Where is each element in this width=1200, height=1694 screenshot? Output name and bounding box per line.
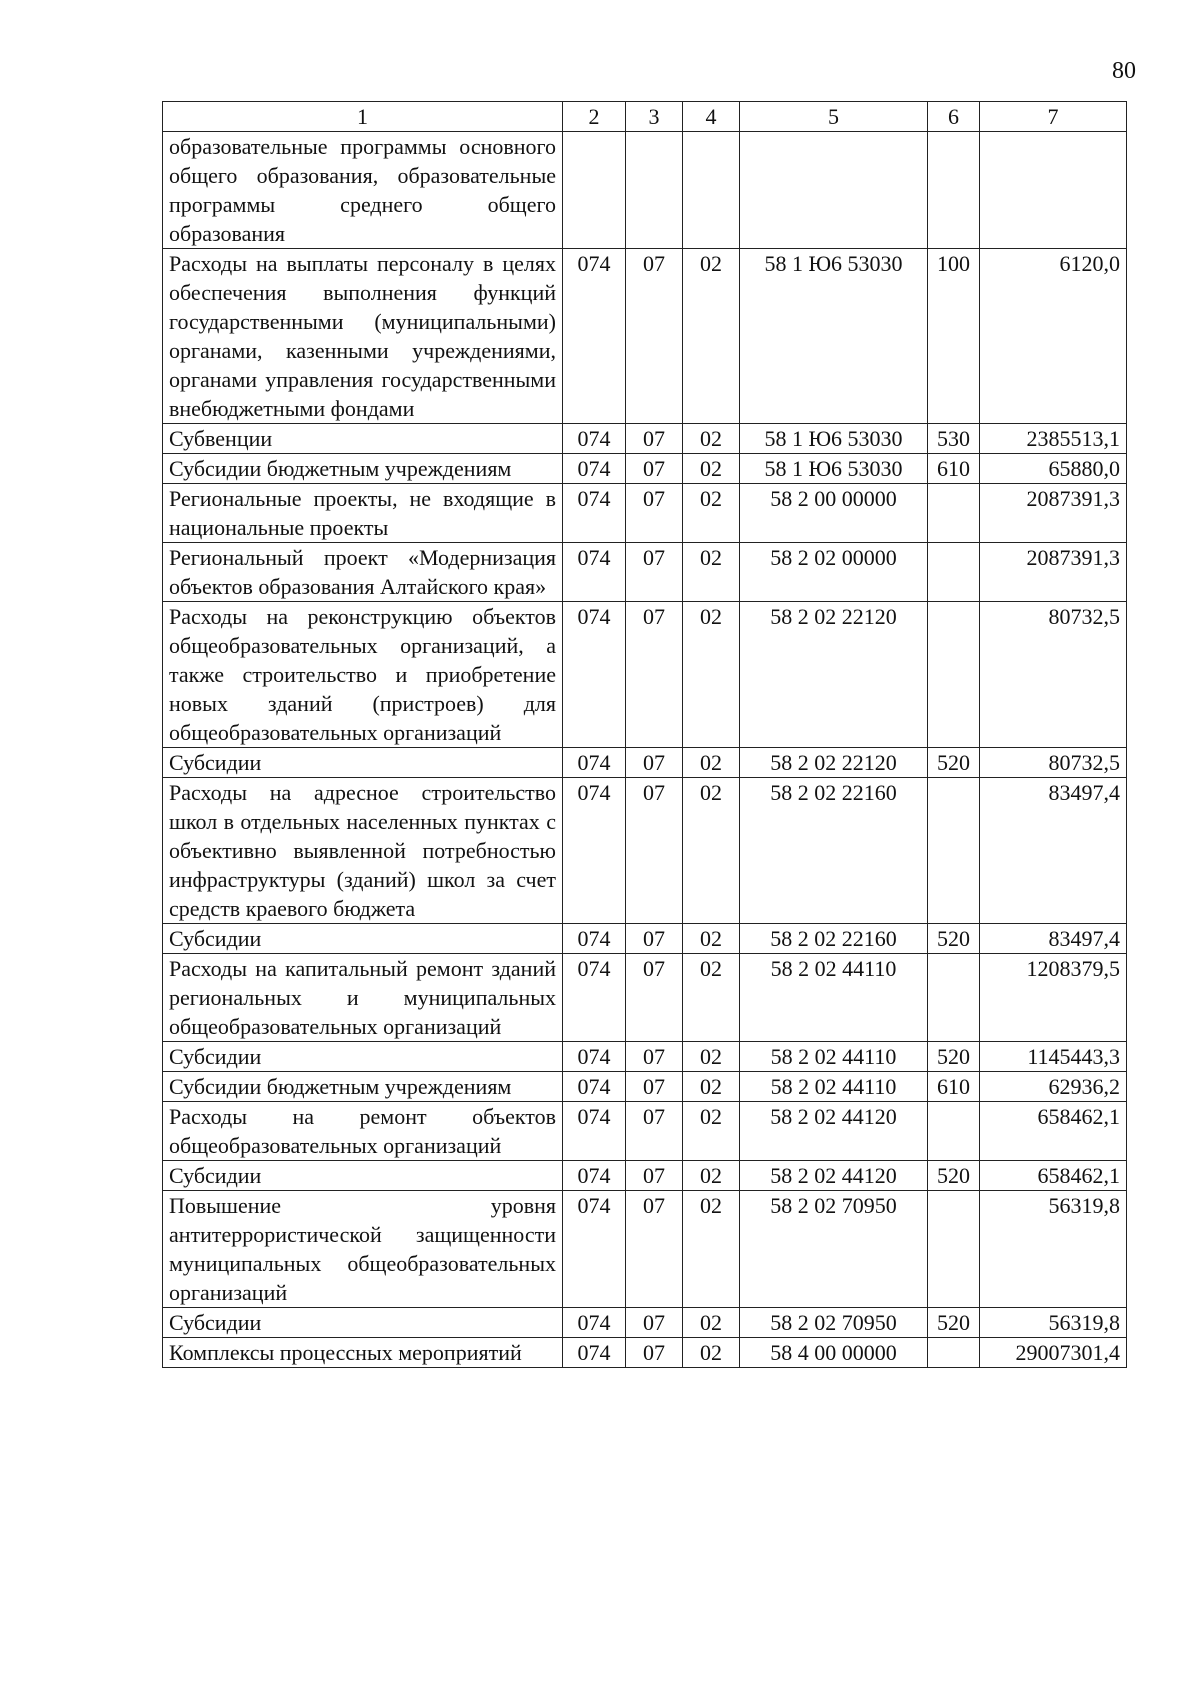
table-row	[163, 954, 1127, 1042]
cell-amount: 83497,4	[980, 924, 1127, 954]
cell-section-code: 07	[626, 1042, 683, 1072]
cell-amount: 56319,8	[980, 1191, 1127, 1308]
cell-amount: 56319,8	[980, 1308, 1127, 1338]
cell-name: Расходы на ремонт объектов общеобразовательных организаций	[163, 1102, 563, 1161]
cell-target-article: 58 2 02 22120	[740, 748, 928, 778]
cell-target-article: 58 2 02 70950	[740, 1191, 928, 1308]
column-header-2: 2	[563, 102, 626, 132]
table-row	[163, 249, 1127, 424]
cell-subsection-code: 02	[683, 602, 740, 748]
cell-subsection-code: 02	[683, 454, 740, 484]
cell-name: Региональный проект «Модернизация объектов образования Алтайского края»	[163, 543, 563, 602]
cell-amount: 658462,1	[980, 1161, 1127, 1191]
cell-ministry-code: 074	[563, 924, 626, 954]
cell-ministry-code: 074	[563, 1042, 626, 1072]
cell-subsection-code: 02	[683, 1338, 740, 1368]
cell-subsection-code: 02	[683, 778, 740, 924]
cell-amount: 1145443,3	[980, 1042, 1127, 1072]
cell-section-code: 07	[626, 1072, 683, 1102]
cell-ministry-code: 074	[563, 778, 626, 924]
cell-amount: 1208379,5	[980, 954, 1127, 1042]
cell-amount: 658462,1	[980, 1102, 1127, 1161]
cell-name: Субсидии	[163, 1308, 563, 1338]
table-row	[163, 1042, 1127, 1072]
cell-expense-type	[928, 1338, 980, 1368]
cell-expense-type	[928, 778, 980, 924]
cell-ministry-code: 074	[563, 1338, 626, 1368]
column-header-7: 7	[980, 102, 1127, 132]
column-header-3: 3	[626, 102, 683, 132]
cell-section-code: 07	[626, 1161, 683, 1191]
cell-target-article: 58 2 02 44110	[740, 954, 928, 1042]
cell-section-code: 07	[626, 954, 683, 1042]
cell-subsection-code: 02	[683, 1191, 740, 1308]
cell-subsection-code: 02	[683, 484, 740, 543]
cell-amount: 65880,0	[980, 454, 1127, 484]
cell-amount	[980, 132, 1127, 249]
cell-amount: 80732,5	[980, 602, 1127, 748]
cell-target-article: 58 1 Ю6 53030	[740, 249, 928, 424]
table-row	[163, 543, 1127, 602]
cell-expense-type: 100	[928, 249, 980, 424]
table-row	[163, 778, 1127, 924]
cell-ministry-code: 074	[563, 454, 626, 484]
cell-section-code: 07	[626, 1338, 683, 1368]
cell-amount: 29007301,4	[980, 1338, 1127, 1368]
cell-section-code	[626, 132, 683, 249]
column-header-6: 6	[928, 102, 980, 132]
page-number: 80	[1112, 58, 1136, 84]
cell-ministry-code: 074	[563, 1191, 626, 1308]
cell-expense-type: 520	[928, 924, 980, 954]
cell-ministry-code: 074	[563, 1072, 626, 1102]
cell-amount: 2087391,3	[980, 484, 1127, 543]
cell-name: Субсидии	[163, 924, 563, 954]
cell-target-article: 58 2 02 22120	[740, 602, 928, 748]
cell-ministry-code: 074	[563, 1308, 626, 1338]
cell-section-code: 07	[626, 748, 683, 778]
cell-target-article: 58 1 Ю6 53030	[740, 454, 928, 484]
cell-target-article: 58 2 02 44110	[740, 1072, 928, 1102]
cell-name: Повышение уровня антитеррористической защищенности муниципальных общеобразовательных организаций	[163, 1191, 563, 1308]
table-row	[163, 1102, 1127, 1161]
column-header-5: 5	[740, 102, 928, 132]
cell-name: Расходы на капитальный ремонт зданий региональных и муниципальных общеобразовательных организаций	[163, 954, 563, 1042]
cell-section-code: 07	[626, 924, 683, 954]
header-row	[163, 102, 1127, 132]
table-row	[163, 602, 1127, 748]
cell-ministry-code: 074	[563, 748, 626, 778]
cell-expense-type: 610	[928, 1072, 980, 1102]
cell-section-code: 07	[626, 484, 683, 543]
cell-subsection-code: 02	[683, 249, 740, 424]
cell-target-article: 58 4 00 00000	[740, 1338, 928, 1368]
cell-expense-type	[928, 132, 980, 249]
cell-ministry-code	[563, 132, 626, 249]
cell-subsection-code: 02	[683, 1308, 740, 1338]
cell-expense-type	[928, 1102, 980, 1161]
cell-ministry-code: 074	[563, 954, 626, 1042]
cell-subsection-code: 02	[683, 924, 740, 954]
cell-amount: 83497,4	[980, 778, 1127, 924]
cell-expense-type: 520	[928, 748, 980, 778]
cell-expense-type	[928, 484, 980, 543]
cell-ministry-code: 074	[563, 424, 626, 454]
cell-amount: 6120,0	[980, 249, 1127, 424]
table-row	[163, 748, 1127, 778]
cell-expense-type: 520	[928, 1042, 980, 1072]
cell-section-code: 07	[626, 454, 683, 484]
cell-expense-type	[928, 602, 980, 748]
cell-section-code: 07	[626, 249, 683, 424]
table-row	[163, 454, 1127, 484]
cell-expense-type: 520	[928, 1161, 980, 1191]
cell-target-article: 58 2 02 22160	[740, 924, 928, 954]
cell-section-code: 07	[626, 1102, 683, 1161]
table-row	[163, 924, 1127, 954]
cell-name: Региональные проекты, не входящие в национальные проекты	[163, 484, 563, 543]
cell-section-code: 07	[626, 543, 683, 602]
cell-name: Субсидии бюджетным учреждениям	[163, 454, 563, 484]
cell-amount: 62936,2	[980, 1072, 1127, 1102]
cell-expense-type	[928, 954, 980, 1042]
column-header-4: 4	[683, 102, 740, 132]
cell-target-article: 58 2 02 70950	[740, 1308, 928, 1338]
cell-ministry-code: 074	[563, 543, 626, 602]
cell-section-code: 07	[626, 778, 683, 924]
cell-expense-type	[928, 543, 980, 602]
table-header	[163, 102, 1127, 132]
cell-name: Расходы на реконструкцию объектов общеобразовательных организаций, а также строительство и приобретение новых зданий (пристроев) для общеобразовательных организаций	[163, 602, 563, 748]
cell-subsection-code: 02	[683, 1042, 740, 1072]
table-row	[163, 1191, 1127, 1308]
cell-subsection-code: 02	[683, 748, 740, 778]
cell-section-code: 07	[626, 1308, 683, 1338]
table-row	[163, 424, 1127, 454]
cell-target-article	[740, 132, 928, 249]
cell-subsection-code: 02	[683, 543, 740, 602]
cell-section-code: 07	[626, 1191, 683, 1308]
cell-ministry-code: 074	[563, 1102, 626, 1161]
column-header-1: 1	[163, 102, 563, 132]
cell-subsection-code: 02	[683, 1072, 740, 1102]
cell-name: Расходы на адресное строительство школ в отдельных населенных пунктах с объективно выявленной потребностью инфраструктуры (зданий) школ за счет средств краевого бюджета	[163, 778, 563, 924]
cell-target-article: 58 2 02 22160	[740, 778, 928, 924]
cell-section-code: 07	[626, 424, 683, 454]
cell-ministry-code: 074	[563, 249, 626, 424]
cell-subsection-code: 02	[683, 954, 740, 1042]
cell-ministry-code: 074	[563, 484, 626, 543]
cell-amount: 80732,5	[980, 748, 1127, 778]
cell-expense-type: 530	[928, 424, 980, 454]
cell-target-article: 58 2 00 00000	[740, 484, 928, 543]
table-row	[163, 1072, 1127, 1102]
cell-name: Субсидии	[163, 1042, 563, 1072]
cell-ministry-code: 074	[563, 1161, 626, 1191]
cell-name: Субвенции	[163, 424, 563, 454]
cell-section-code: 07	[626, 602, 683, 748]
cell-target-article: 58 2 02 44110	[740, 1042, 928, 1072]
cell-amount: 2087391,3	[980, 543, 1127, 602]
cell-name: Расходы на выплаты персоналу в целях обеспечения выполнения функций государственными (муниципальными) органами, казенными учреждениями, органами управления государственными внебюджетными фондами	[163, 249, 563, 424]
cell-expense-type: 610	[928, 454, 980, 484]
table-row	[163, 1338, 1127, 1368]
budget-table	[162, 101, 1127, 1368]
cell-name: Субсидии	[163, 748, 563, 778]
cell-name: образовательные программы основного общего образования, образовательные программы среднего общего образования	[163, 132, 563, 249]
cell-subsection-code: 02	[683, 1161, 740, 1191]
cell-name: Субсидии	[163, 1161, 563, 1191]
cell-expense-type	[928, 1191, 980, 1308]
cell-subsection-code: 02	[683, 424, 740, 454]
table-row	[163, 484, 1127, 543]
cell-target-article: 58 1 Ю6 53030	[740, 424, 928, 454]
cell-name: Субсидии бюджетным учреждениям	[163, 1072, 563, 1102]
cell-name: Комплексы процессных мероприятий	[163, 1338, 563, 1368]
cell-target-article: 58 2 02 00000	[740, 543, 928, 602]
cell-ministry-code: 074	[563, 602, 626, 748]
cell-subsection-code: 02	[683, 1102, 740, 1161]
cell-target-article: 58 2 02 44120	[740, 1161, 928, 1191]
cell-amount: 2385513,1	[980, 424, 1127, 454]
table-row	[163, 1308, 1127, 1338]
cell-expense-type: 520	[928, 1308, 980, 1338]
table-body	[163, 132, 1127, 1368]
cell-target-article: 58 2 02 44120	[740, 1102, 928, 1161]
table-row	[163, 132, 1127, 249]
table-row	[163, 1161, 1127, 1191]
cell-subsection-code	[683, 132, 740, 249]
